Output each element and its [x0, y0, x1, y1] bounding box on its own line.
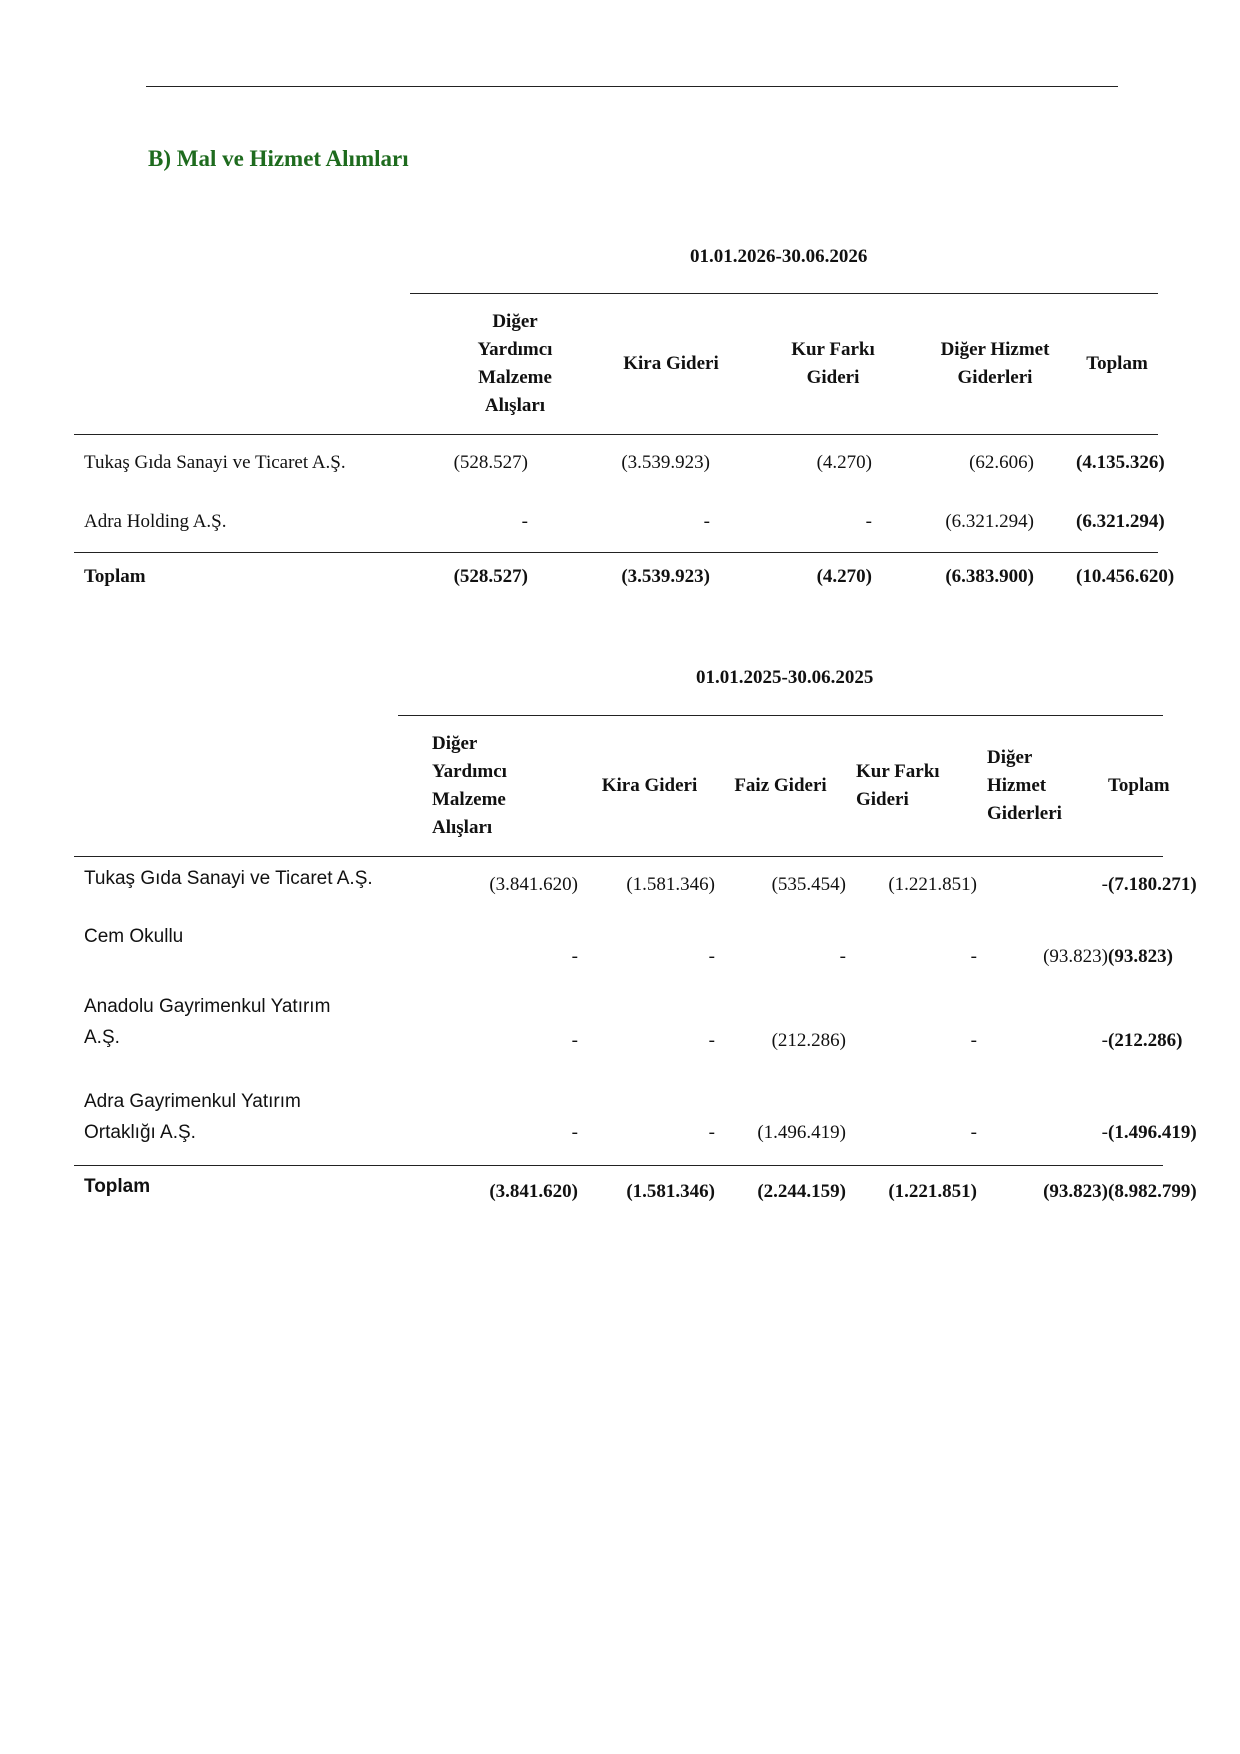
cell: - — [521, 511, 528, 532]
table-row — [74, 434, 1158, 492]
cell: - — [571, 1122, 578, 1143]
table1 — [74, 293, 1175, 602]
total-label: Toplam — [84, 1176, 151, 1197]
cell: - — [703, 511, 710, 532]
row-total: (1.496.419) — [1108, 1122, 1197, 1143]
table-row — [74, 914, 1163, 976]
cell: - — [970, 946, 977, 967]
cell: (93.823) — [1043, 1181, 1108, 1202]
row-label: Tukaş Gıda Sanayi ve Ticaret A.Ş. — [84, 452, 346, 473]
table-row — [74, 856, 1163, 914]
table-row — [74, 976, 1163, 1068]
cell: (1.581.346) — [626, 874, 715, 895]
table1-header-blank — [74, 293, 410, 434]
cell: - — [865, 511, 872, 532]
cell: (6.383.900) — [945, 566, 1034, 587]
table1-header-col3: Kur Farkı Gideri — [791, 338, 875, 388]
table2-header-col6: Toplam — [1108, 774, 1170, 796]
cell: (528.527) — [453, 566, 528, 587]
cell: (212.286) — [771, 1030, 846, 1051]
table2-header-col1: Diğer Yardımcı Malzeme Alışları — [432, 732, 507, 838]
table2-header-col4: Kur Farkı Gideri — [856, 760, 940, 810]
cell: - — [839, 946, 846, 967]
table2-header-col2: Kira Gideri — [601, 774, 698, 796]
table1-header-col4: Diğer Hizmet Giderleri — [940, 338, 1050, 388]
row-total: (212.286) — [1108, 1030, 1183, 1051]
cell: - — [571, 1030, 578, 1051]
cell: (1.221.851) — [888, 1181, 977, 1202]
row-total: (93.823) — [1108, 946, 1173, 967]
row-label: Adra Gayrimenkul Yatırım Ortaklığı A.Ş. — [84, 1091, 301, 1143]
cell: - — [970, 1030, 977, 1051]
cell: - — [708, 1030, 715, 1051]
table-row — [74, 492, 1158, 552]
cell: - — [1101, 1122, 1108, 1143]
table1-period: 01.01.2026-30.06.2026 — [690, 246, 868, 267]
table2-header-row — [74, 715, 1163, 856]
cell: - — [1101, 874, 1108, 895]
cell: (93.823) — [1043, 946, 1108, 967]
table1-header-col5: Toplam — [1086, 352, 1148, 374]
cell: (3.841.620) — [489, 874, 578, 895]
cell: (1.496.419) — [757, 1122, 846, 1143]
table2-total-row — [74, 1166, 1163, 1218]
cell: (535.454) — [771, 874, 846, 895]
cell: (3.539.923) — [621, 452, 710, 473]
grand-total: (8.982.799) — [1108, 1181, 1197, 1202]
cell: (3.841.620) — [489, 1181, 578, 1202]
row-label: Adra Holding A.Ş. — [84, 511, 227, 532]
cell: (6.321.294) — [945, 511, 1034, 532]
table2 — [74, 715, 1197, 1218]
table2-header-col3: Faiz Gideri — [734, 774, 827, 796]
row-label: Cem Okullu — [84, 926, 184, 947]
cell: (2.244.159) — [757, 1181, 846, 1202]
row-total: (7.180.271) — [1108, 874, 1197, 895]
cell: (4.270) — [816, 566, 872, 587]
row-total: (6.321.294) — [1076, 511, 1165, 532]
top-divider — [146, 86, 1118, 87]
cell: (1.221.851) — [888, 874, 977, 895]
total-label: Toplam — [84, 566, 146, 587]
table1-header-col2: Kira Gideri — [623, 352, 719, 374]
cell: (3.539.923) — [621, 566, 710, 587]
cell: - — [571, 946, 578, 967]
cell: - — [1101, 1030, 1108, 1051]
table2-header-col5: Diğer Hizmet Giderleri — [987, 746, 1062, 824]
cell: (528.527) — [453, 452, 528, 473]
cell: - — [708, 946, 715, 967]
table2-period: 01.01.2025-30.06.2025 — [696, 667, 874, 688]
table2-header-blank — [74, 715, 398, 856]
row-total: (4.135.326) — [1076, 452, 1165, 473]
table1-header-row — [74, 293, 1158, 434]
section-title: B) Mal ve Hizmet Alımları — [148, 146, 409, 171]
cell: - — [970, 1122, 977, 1143]
table-row — [74, 1068, 1163, 1166]
cell: (62.606) — [969, 452, 1034, 473]
grand-total: (10.456.620) — [1076, 566, 1175, 587]
row-label: Tukaş Gıda Sanayi ve Ticaret A.Ş. — [84, 868, 373, 889]
cell: (4.270) — [816, 452, 872, 473]
cell: (1.581.346) — [626, 1181, 715, 1202]
table1-total-row — [74, 552, 1158, 602]
table1-header-col1: Diğer Yardımcı Malzeme Alışları — [477, 310, 553, 416]
cell: - — [708, 1122, 715, 1143]
row-label: Anadolu Gayrimenkul Yatırım A.Ş. — [84, 996, 331, 1048]
